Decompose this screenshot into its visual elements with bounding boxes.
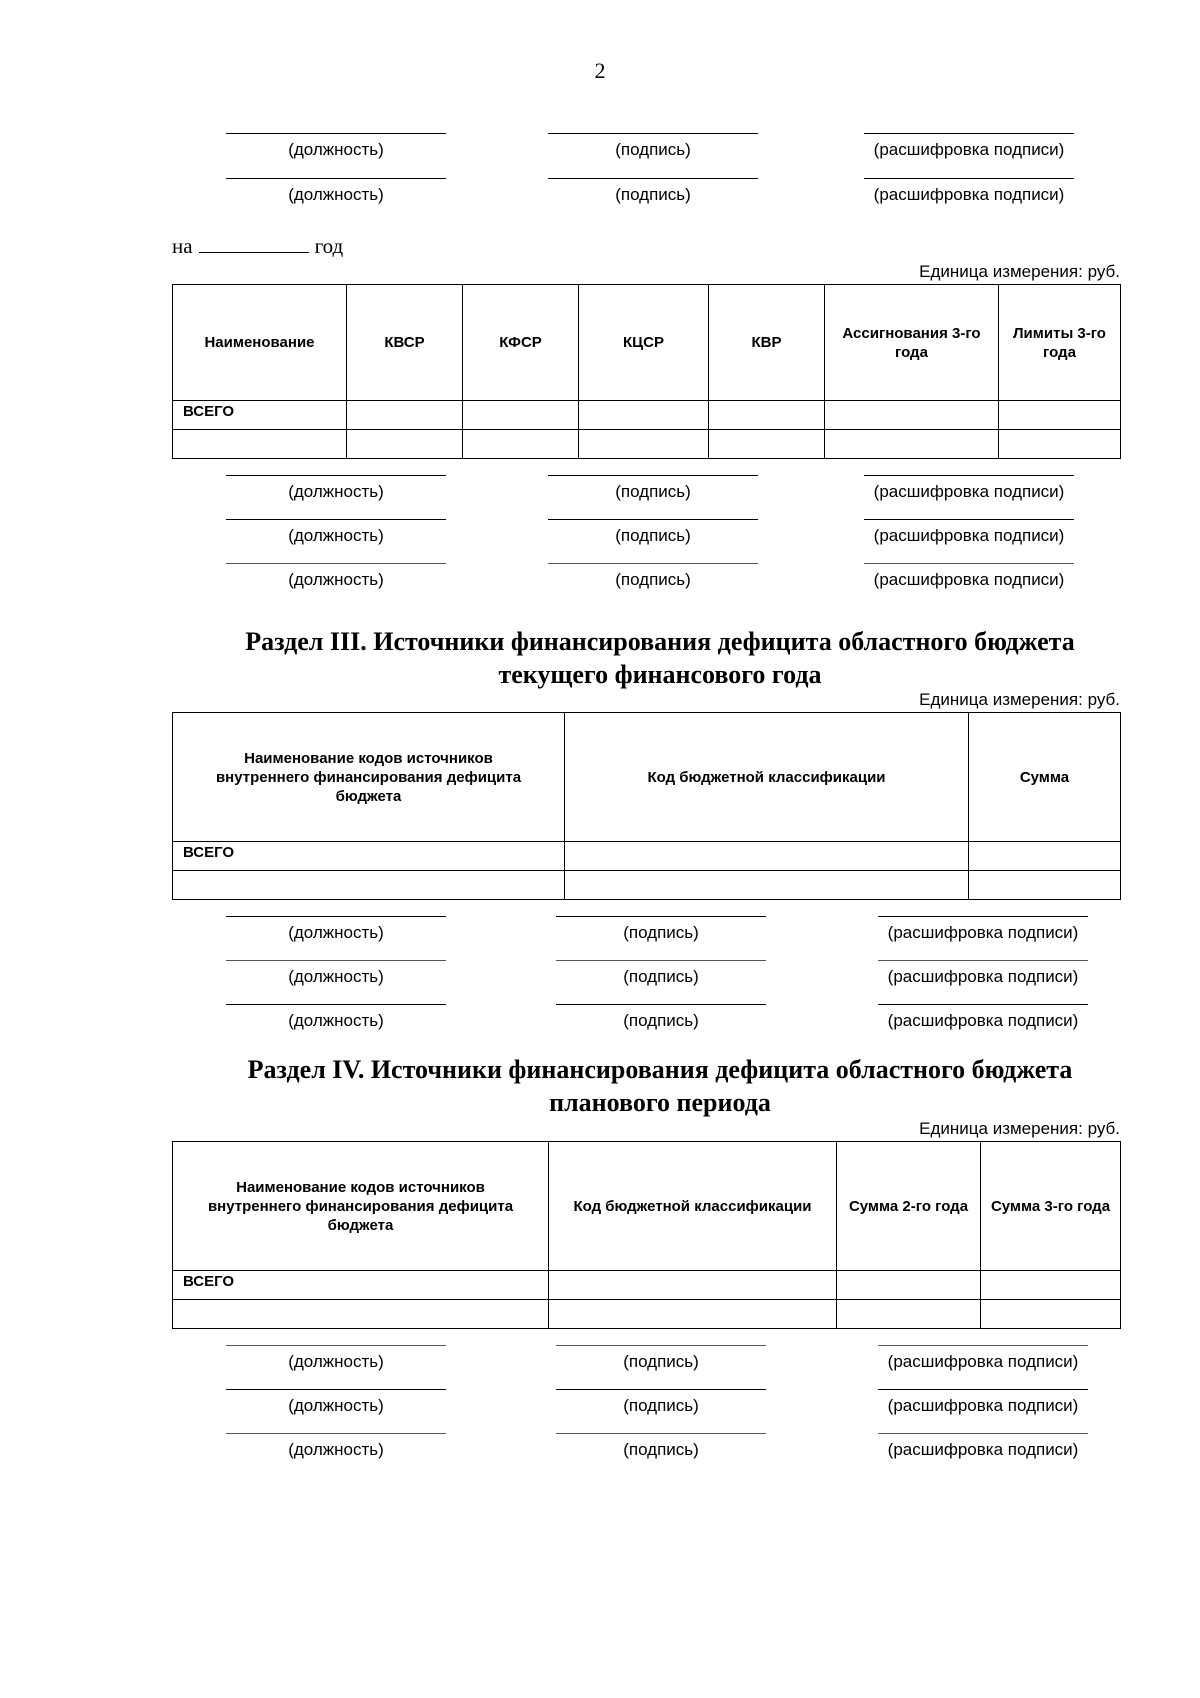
- signature-caption: (подпись): [623, 1396, 699, 1415]
- decoding-caption: (расшифровка подписи): [887, 1011, 1079, 1030]
- header-cell: Наименование кодов источников внутреннего финансирования дефицита бюджета: [173, 713, 565, 842]
- table-row: [173, 871, 1121, 900]
- table-cell: [969, 871, 1121, 900]
- table-cell: [837, 1300, 981, 1329]
- total-label: ВСЕГО: [173, 401, 347, 430]
- signature-caption: (подпись): [615, 185, 691, 204]
- position-field: [226, 133, 446, 173]
- decoding-caption: (расшифровка подписи): [873, 570, 1065, 589]
- position-caption: (должность): [288, 923, 384, 942]
- signature-caption: (подпись): [615, 140, 691, 159]
- table-header-row: [173, 713, 1121, 842]
- position-caption: (должность): [288, 1352, 384, 1371]
- position-caption: (должность): [288, 482, 384, 501]
- signature-field: [548, 563, 758, 603]
- signature-field: [556, 1433, 766, 1473]
- table-cell: [969, 842, 1121, 871]
- position-field: [226, 178, 446, 218]
- signature-row: [0, 1345, 1200, 1385]
- table-cell: [981, 1300, 1121, 1329]
- signature-caption: (подпись): [623, 1011, 699, 1030]
- signature-field: [548, 519, 758, 559]
- total-label: ВСЕГО: [173, 842, 565, 871]
- signature-caption: (подпись): [623, 1352, 699, 1371]
- header-cell: Код бюджетной классификации: [565, 713, 969, 842]
- position-field: [226, 563, 446, 603]
- signature-field: [548, 178, 758, 218]
- table-row-total: [173, 842, 1121, 871]
- signature-row: [0, 519, 1200, 559]
- position-caption: (должность): [288, 1011, 384, 1030]
- decoding-field: [864, 133, 1074, 173]
- signature-row: [0, 178, 1200, 218]
- table-cell: [463, 430, 579, 459]
- table-row-total: [173, 401, 1121, 430]
- decoding-field: [878, 1345, 1088, 1385]
- table-cell: [825, 430, 999, 459]
- unit-label: Единица измерения: руб.: [919, 690, 1120, 709]
- position-caption: (должность): [288, 570, 384, 589]
- section-4-title: [120, 1053, 1200, 1119]
- signature-caption: (подпись): [615, 570, 691, 589]
- table-cell: [709, 401, 825, 430]
- table-cell: [347, 430, 463, 459]
- unit-label: Единица измерения: руб.: [919, 262, 1120, 281]
- signature-row: [0, 563, 1200, 603]
- decoding-caption: (расшифровка подписи): [873, 140, 1065, 159]
- decoding-caption: (расшифровка подписи): [873, 482, 1065, 501]
- signature-field: [556, 1345, 766, 1385]
- header-cell: Ассигнования 3-го года: [825, 285, 999, 401]
- decoding-field: [878, 1004, 1088, 1044]
- signature-caption: (подпись): [615, 526, 691, 545]
- signature-caption: (подпись): [623, 923, 699, 942]
- table-row: [173, 1300, 1121, 1329]
- signature-caption: (подпись): [623, 967, 699, 986]
- table-cell: [565, 871, 969, 900]
- table-cell: [565, 842, 969, 871]
- decoding-caption: (расшифровка подписи): [887, 923, 1079, 942]
- header-cell: Наименование кодов источников внутреннего финансирования дефицита бюджета: [173, 1142, 549, 1271]
- header-cell: КЦСР: [579, 285, 709, 401]
- header-cell: Код бюджетной классификации: [549, 1142, 837, 1271]
- position-field: [226, 1004, 446, 1044]
- position-caption: (должность): [288, 140, 384, 159]
- signature-row: [0, 1433, 1200, 1473]
- signature-field: [548, 475, 758, 515]
- position-field: [226, 1345, 446, 1385]
- table-cell: [579, 430, 709, 459]
- signature-field: [548, 133, 758, 173]
- signature-field: [556, 1004, 766, 1044]
- decoding-caption: (расшифровка подписи): [887, 1396, 1079, 1415]
- signature-caption: (подпись): [623, 1440, 699, 1459]
- position-field: [226, 916, 446, 956]
- section-4-title-line-2: планового периода: [549, 1088, 771, 1117]
- header-cell: КВР: [709, 285, 825, 401]
- table-cell: [579, 401, 709, 430]
- signature-row: [0, 916, 1200, 956]
- decoding-field: [864, 519, 1074, 559]
- section-4-title-line-1: Раздел IV. Источники финансирования дефицита областного бюджета: [247, 1055, 1073, 1084]
- signature-row: [0, 960, 1200, 1000]
- table-header-row: [173, 285, 1121, 401]
- decoding-field: [878, 960, 1088, 1000]
- table-cell: [999, 430, 1121, 459]
- table-cell: [549, 1271, 837, 1300]
- section-4-table: [172, 1141, 1121, 1329]
- decoding-caption: (расшифровка подписи): [873, 185, 1065, 204]
- decoding-field: [878, 1389, 1088, 1429]
- year-blank-field: [199, 235, 309, 253]
- signature-row: [0, 133, 1200, 173]
- table-row: [173, 430, 1121, 459]
- total-label: ВСЕГО: [173, 1271, 549, 1300]
- table-cell: [347, 401, 463, 430]
- signature-row: [0, 1389, 1200, 1429]
- signature-field: [556, 1389, 766, 1429]
- position-caption: (должность): [288, 1396, 384, 1415]
- decoding-caption: (расшифровка подписи): [887, 967, 1079, 986]
- table-cell: [549, 1300, 837, 1329]
- signature-field: [556, 916, 766, 956]
- decoding-field: [878, 1433, 1088, 1473]
- header-cell: КВСР: [347, 285, 463, 401]
- table-header-row: [173, 1142, 1121, 1271]
- position-field: [226, 1433, 446, 1473]
- decoding-field: [864, 178, 1074, 218]
- section-3-title-line-1: Раздел III. Источники финансирования дефицита областного бюджета: [245, 627, 1075, 656]
- appropriations-table: [172, 284, 1121, 459]
- decoding-caption: (расшифровка подписи): [887, 1352, 1079, 1371]
- table-cell: [173, 1300, 549, 1329]
- section-3-title: [120, 625, 1200, 691]
- header-cell: Наименование: [173, 285, 347, 401]
- table-cell: [173, 430, 347, 459]
- header-cell: Лимиты 3-го года: [999, 285, 1121, 401]
- table-cell: [173, 871, 565, 900]
- position-field: [226, 519, 446, 559]
- section-3-title-line-2: текущего финансового года: [498, 660, 822, 689]
- year-prefix: на: [172, 234, 193, 258]
- header-cell: КФСР: [463, 285, 579, 401]
- decoding-field: [864, 563, 1074, 603]
- position-caption: (должность): [288, 185, 384, 204]
- table-cell: [709, 430, 825, 459]
- decoding-field: [878, 916, 1088, 956]
- decoding-caption: (расшифровка подписи): [873, 526, 1065, 545]
- header-cell: Сумма 2-го года: [837, 1142, 981, 1271]
- signature-caption: (подпись): [615, 482, 691, 501]
- position-field: [226, 960, 446, 1000]
- position-field: [226, 1389, 446, 1429]
- table-cell: [463, 401, 579, 430]
- table-row-total: [173, 1271, 1121, 1300]
- header-cell: Сумма 3-го года: [981, 1142, 1121, 1271]
- page-number: 2: [594, 58, 606, 83]
- table-cell: [999, 401, 1121, 430]
- table-cell: [837, 1271, 981, 1300]
- section-3-table: [172, 712, 1121, 900]
- position-field: [226, 475, 446, 515]
- table-cell: [981, 1271, 1121, 1300]
- unit-label: Единица измерения: руб.: [919, 1119, 1120, 1138]
- header-cell: Сумма: [969, 713, 1121, 842]
- signature-row: [0, 475, 1200, 515]
- year-line: [172, 234, 343, 259]
- signature-field: [556, 960, 766, 1000]
- position-caption: (должность): [288, 526, 384, 545]
- signature-row: [0, 1004, 1200, 1044]
- decoding-field: [864, 475, 1074, 515]
- position-caption: (должность): [288, 1440, 384, 1459]
- position-caption: (должность): [288, 967, 384, 986]
- table-cell: [825, 401, 999, 430]
- decoding-caption: (расшифровка подписи): [887, 1440, 1079, 1459]
- year-suffix: год: [314, 234, 344, 258]
